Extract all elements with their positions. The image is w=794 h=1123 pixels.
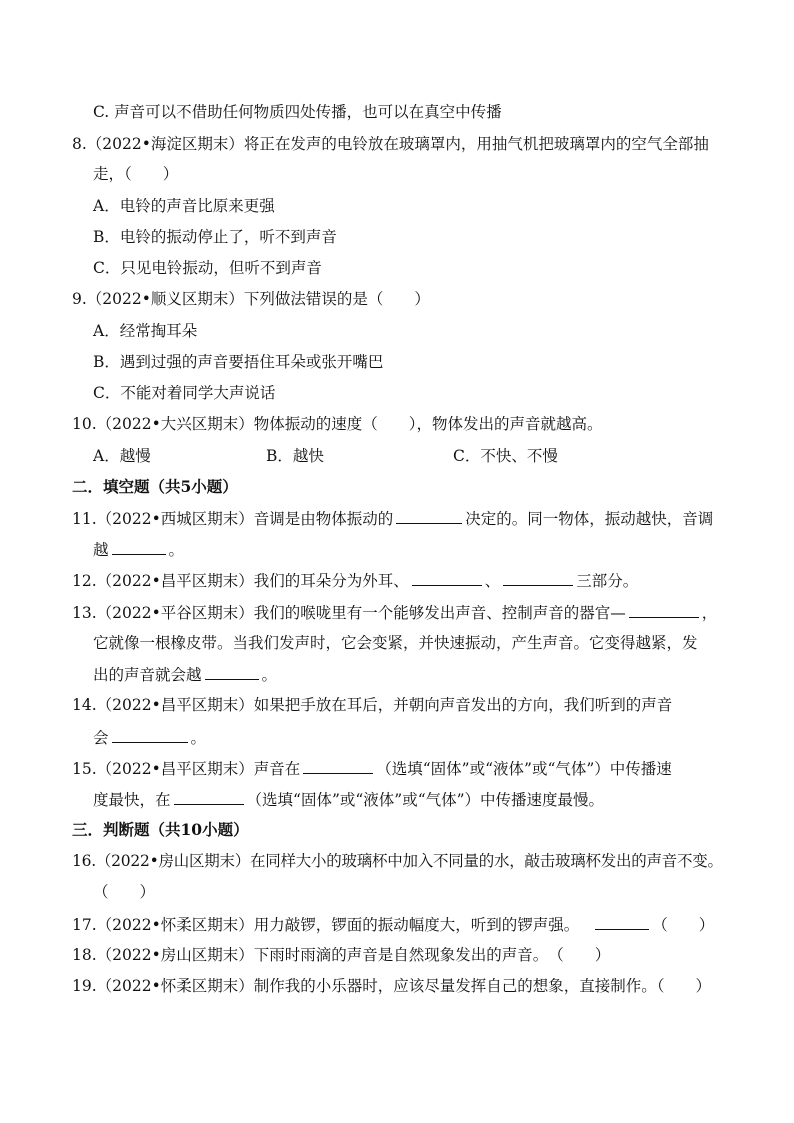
q13-line1 — [72, 602, 717, 623]
q13-text-b: ， — [701, 604, 718, 622]
q15-blank-1[interactable] — [303, 758, 373, 774]
q11-text-d: 。 — [168, 541, 185, 559]
q10-option-a: A．越慢 — [93, 447, 151, 465]
q15-line1 — [72, 758, 672, 779]
q8-stem-cont: 走，（ ） — [93, 165, 179, 183]
q8-option-c: C．只见电铃振动，但听不到声音 — [93, 259, 322, 277]
q11-line1 — [72, 508, 713, 529]
q11-blank-1[interactable] — [396, 508, 462, 524]
q12-text-c: 三部分。 — [576, 572, 639, 590]
q13-blank-1[interactable] — [629, 602, 699, 618]
q13-text-a: 13.（2022•平谷区期末）我们的喉咙里有一个能够发出声音、控制声音的器官— — [72, 604, 626, 622]
q14-blank[interactable] — [112, 727, 188, 743]
q13-line2: 它就像一根橡皮带。当我们发声时，它会变紧，并快速振动，产生声音。它变得越紧，发 — [93, 634, 698, 652]
q8-option-a: A．电铃的声音比原来更强 — [93, 197, 275, 215]
q8-stem: 8.（2022•海淀区期末）将正在发声的电铃放在玻璃罩内，用抽气机把玻璃罩内的空气全部抽 — [72, 135, 709, 153]
q10-option-c: C．不快、不慢 — [453, 447, 558, 465]
q17-text: 17.（2022•怀柔区期末）用力敲锣，锣面的振动幅度大，听到的锣声强。 — [72, 916, 580, 934]
q17-answer-paren[interactable]: （ ） — [652, 916, 715, 934]
q9-stem: 9.（2022•顺义区期末）下列做法错误的是（ ） — [72, 290, 430, 308]
q12-blank-1[interactable] — [412, 570, 482, 586]
section-judgment-title: 三．判断题（共10小题） — [72, 820, 249, 839]
q15-text-b: （选填“固体”或“液体”或“气体”）中传播速 — [376, 760, 672, 778]
q19-stem: 19.（2022•怀柔区期末）制作我的小乐器时，应该尽量发挥自己的想象，直接制作。（ ） — [72, 977, 711, 995]
q12-text-a: 12.（2022•昌平区期末）我们的耳朵分为外耳、 — [72, 572, 409, 590]
q8-option-b: B．电铃的振动停止了，听不到声音 — [93, 228, 337, 246]
q11-text-c: 越 — [93, 541, 109, 559]
q16-answer-paren[interactable]: （ ） — [93, 883, 156, 901]
q13-line3 — [93, 664, 277, 685]
q7-option-c: C. 声音可以不借助任何物质四处传播，也可以在真空中传播 — [93, 103, 502, 121]
q14-line2 — [93, 727, 206, 748]
q15-text-c: 度最快，在 — [93, 791, 171, 809]
q10-stem: 10.（2022•大兴区期末）物体振动的速度（ ），物体发出的声音就越高。 — [72, 415, 603, 433]
q17-line — [72, 914, 714, 935]
q9-option-a: A．经常掏耳朵 — [93, 322, 198, 340]
q11-text-a: 11.（2022•西城区期末）音调是由物体振动的 — [72, 510, 394, 528]
q18-stem: 18.（2022•房山区期末）下雨时雨滴的声音是自然现象发出的声音。 （ ） — [72, 946, 611, 964]
q15-text-a: 15.（2022•昌平区期末）声音在 — [72, 760, 301, 778]
q14-line1: 14.（2022•昌平区期末）如果把手放在耳后，并朝向声音发出的方向，我们听到的声音 — [72, 696, 673, 714]
q13-text-e: 。 — [261, 666, 278, 684]
q11-text-b: 决定的。同一物体，振动越快，音调 — [465, 510, 714, 528]
q15-text-d: （选填“固体”或“液体”或“气体”）中传播速度最慢。 — [246, 791, 605, 809]
q9-option-c: C．不能对着同学大声说话 — [93, 384, 276, 402]
q11-line2 — [93, 539, 184, 560]
q13-text-d: 出的声音就会越 — [93, 666, 202, 684]
q9-option-b: B．遇到过强的声音要捂住耳朵或张开嘴巴 — [93, 353, 384, 371]
section-fill-in-title: 二．填空题（共5小题） — [72, 477, 238, 496]
q14-text-b: 会 — [93, 729, 109, 747]
q12-line — [72, 570, 638, 591]
q16-stem: 16.（2022•房山区期末）在同样大小的玻璃杯中加入不同量的水，敲击玻璃杯发出的声音不变。 — [72, 852, 723, 870]
q13-blank-2[interactable] — [205, 664, 259, 680]
q15-blank-2[interactable] — [174, 789, 244, 805]
q15-line2 — [93, 789, 604, 810]
q17-blank[interactable] — [595, 914, 649, 930]
q12-blank-2[interactable] — [503, 570, 573, 586]
q14-text-c: 。 — [190, 729, 207, 747]
q11-blank-2[interactable] — [112, 539, 166, 555]
q10-option-b: B．越快 — [266, 447, 324, 465]
q12-text-b: 、 — [484, 572, 501, 590]
